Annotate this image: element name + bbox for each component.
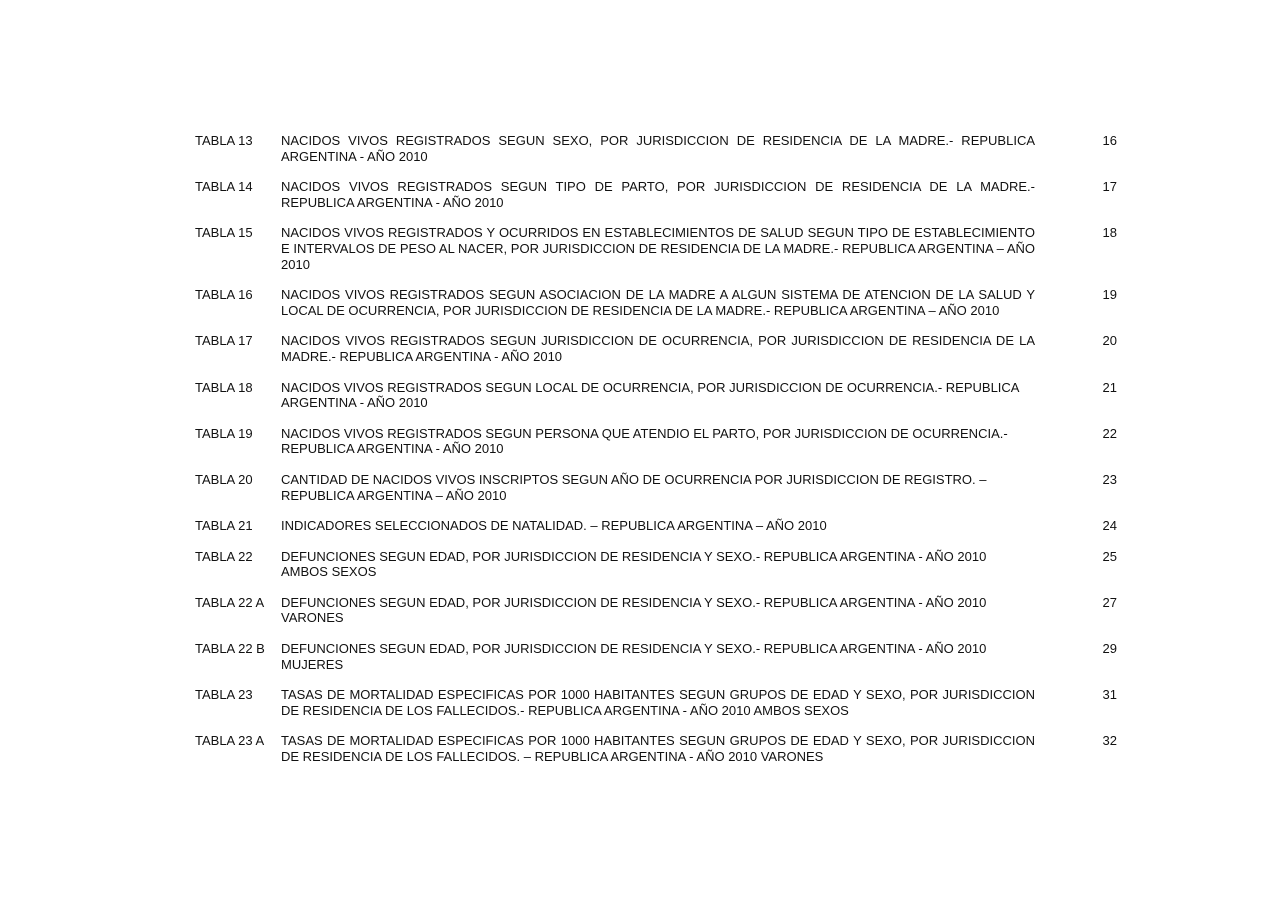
toc-entry-page-number: 21: [1102, 379, 1117, 395]
toc-entry-description: TASAS DE MORTALIDAD ESPECIFICAS POR 1000 HABITANTES SEGUN GRUPOS DE EDAD Y SEXO, POR JURISDICCION DE RESIDENCIA DE LOS FALLECIDOS.- REPUBLICA ARGENTINA - AÑO 2010 AMBOS SEXOS: [281, 687, 1035, 718]
toc-entry-description: NACIDOS VIVOS REGISTRADOS Y OCURRIDOS EN ESTABLECIMIENTOS DE SALUD SEGUN TIPO DE ESTABLECIMIENTO E INTERVALOS DE PESO AL NACER, POR JURISDICCION DE RESIDENCIA DE LA MADRE.- REPUBLICA ARGENTINA – AÑO 2010: [281, 225, 1035, 272]
toc-entry-page-number: 25: [1102, 548, 1117, 564]
toc-entry[interactable]: [195, 733, 1125, 764]
toc-entry-page-number: 22: [1102, 425, 1117, 441]
toc-entry-label: TABLA 16: [195, 287, 253, 303]
toc-entry-page-number: 16: [1102, 133, 1117, 148]
toc-entry-label: TABLA 17: [195, 333, 253, 349]
toc-entry-description: NACIDOS VIVOS REGISTRADOS SEGUN LOCAL DE OCURRENCIA, POR JURISDICCION DE OCURRENCIA.- REPUBLICA ARGENTINA - AÑO 2010: [281, 379, 1019, 411]
toc-entry-description: NACIDOS VIVOS REGISTRADOS SEGUN ASOCIACION DE LA MADRE A ALGUN SISTEMA DE ATENCION DE LA SALUD Y LOCAL DE OCURRENCIA, POR JURISDICCION DE RESIDENCIA DE LA MADRE.- REPUBLICA ARGENTINA – AÑO 2010: [281, 287, 1035, 318]
toc-entry[interactable]: [195, 641, 1125, 672]
toc-entry-description: NACIDOS VIVOS REGISTRADOS SEGUN PERSONA QUE ATENDIO EL PARTO, POR JURISDICCION DE OCURRENCIA.- REPUBLICA ARGENTINA - AÑO 2010: [281, 425, 1008, 457]
toc-entry-label: TABLA 22: [195, 548, 253, 564]
toc-entry-description: NACIDOS VIVOS REGISTRADOS SEGUN JURISDICCION DE OCURRENCIA, POR JURISDICCION DE RESIDENCIA DE LA MADRE.- REPUBLICA ARGENTINA - AÑO 2010: [281, 333, 1035, 364]
toc-entry-label: TABLA 22 A: [195, 594, 265, 610]
toc-entry[interactable]: [195, 287, 1125, 318]
toc-entry[interactable]: [195, 426, 1125, 457]
toc-entry-page-number: 27: [1102, 594, 1117, 610]
toc-entry-page-number: 19: [1102, 287, 1117, 303]
toc-entry-label: TABLA 23 A: [195, 733, 265, 749]
toc-entry-page-number: 18: [1102, 225, 1117, 241]
toc-entry-label: TABLA 18: [195, 379, 253, 395]
toc-entry-description: DEFUNCIONES SEGUN EDAD, POR JURISDICCION DE RESIDENCIA Y SEXO.- REPUBLICA ARGENTINA - AÑO 2010 MUJERES: [281, 641, 987, 672]
toc-entry-label: TABLA 20: [195, 471, 253, 487]
toc-entry-label: TABLA 22 B: [195, 641, 265, 657]
toc-entry-page-number: 17: [1102, 179, 1117, 195]
toc-entry[interactable]: [195, 380, 1125, 411]
toc-entry-description: NACIDOS VIVOS REGISTRADOS SEGUN SEXO, POR JURISDICCION DE RESIDENCIA DE LA MADRE.- REPUBLICA ARGENTINA - AÑO 2010: [281, 133, 1035, 164]
toc-entry[interactable]: [195, 225, 1125, 272]
toc-entry-description: DEFUNCIONES SEGUN EDAD, POR JURISDICCION DE RESIDENCIA Y SEXO.- REPUBLICA ARGENTINA - AÑO 2010 VARONES: [281, 594, 987, 626]
toc-entry-label: TABLA 21: [195, 518, 253, 534]
toc-entry[interactable]: [195, 518, 1125, 534]
toc-entry-page-number: 29: [1102, 641, 1117, 657]
toc-entry-page-number: 31: [1102, 687, 1117, 703]
toc-entry[interactable]: [195, 595, 1125, 626]
toc-entry-description: TASAS DE MORTALIDAD ESPECIFICAS POR 1000 HABITANTES SEGUN GRUPOS DE EDAD Y SEXO, POR JURISDICCION DE RESIDENCIA DE LOS FALLECIDOS. – REPUBLICA ARGENTINA - AÑO 2010 VARONES: [281, 733, 1035, 765]
toc-entry-label: TABLA 13: [195, 133, 253, 148]
toc-entry-description: INDICADORES SELECCIONADOS DE NATALIDAD. – REPUBLICA ARGENTINA – AÑO 2010: [281, 518, 827, 534]
toc-entry-label: TABLA 23: [195, 687, 253, 703]
table-of-contents: [195, 133, 1125, 780]
toc-entry-description: DEFUNCIONES SEGUN EDAD, POR JURISDICCION DE RESIDENCIA Y SEXO.- REPUBLICA ARGENTINA - AÑO 2010 AMBOS SEXOS: [281, 548, 987, 580]
toc-entry[interactable]: [195, 687, 1125, 718]
toc-entry[interactable]: [195, 333, 1125, 364]
toc-entry-page-number: 20: [1102, 333, 1117, 349]
toc-entry[interactable]: [195, 179, 1125, 210]
toc-entry-label: TABLA 15: [195, 225, 253, 241]
toc-entry-page-number: 32: [1102, 733, 1117, 749]
toc-entry-label: TABLA 19: [195, 425, 253, 441]
toc-entry-description: NACIDOS VIVOS REGISTRADOS SEGUN TIPO DE PARTO, POR JURISDICCION DE RESIDENCIA DE LA MADRE.- REPUBLICA ARGENTINA - AÑO 2010: [281, 179, 1035, 210]
toc-entry-page-number: 24: [1102, 518, 1117, 534]
toc-entry-description: CANTIDAD DE NACIDOS VIVOS INSCRIPTOS SEGUN AÑO DE OCURRENCIA POR JURISDICCION DE REGISTRO. – REPUBLICA ARGENTINA – AÑO 2010: [281, 471, 987, 503]
toc-entry-page-number: 23: [1102, 471, 1117, 487]
toc-entry[interactable]: [195, 549, 1125, 580]
toc-entry-label: TABLA 14: [195, 179, 253, 195]
toc-entry[interactable]: [195, 133, 1125, 164]
toc-entry[interactable]: [195, 472, 1125, 503]
